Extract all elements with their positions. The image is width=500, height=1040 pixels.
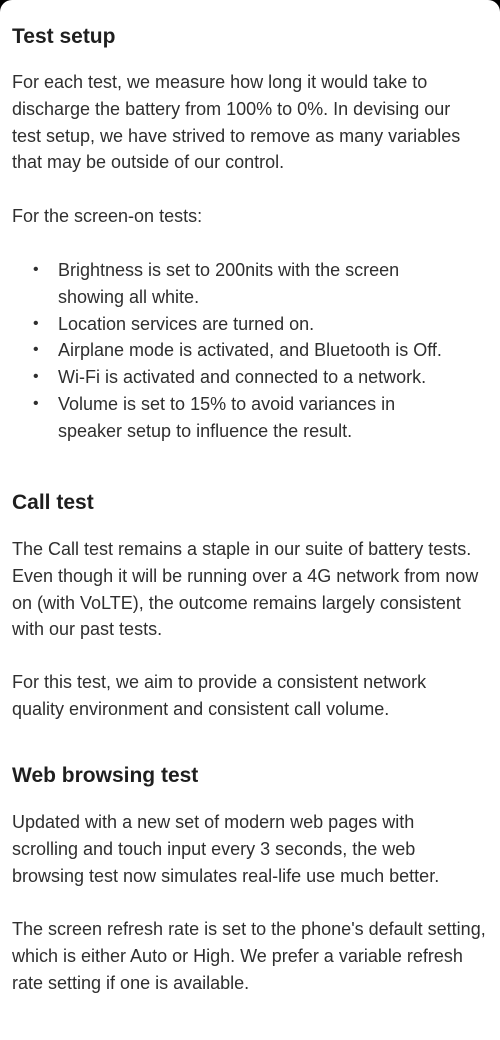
list-item-text: Volume is set to 15% to avoid variances in speaker setup to influence the result. (58, 393, 396, 441)
bullet-icon: • (33, 261, 39, 278)
list-item (12, 257, 458, 311)
bullet-icon: • (33, 368, 39, 386)
bullet-icon: • (33, 314, 39, 332)
test-setup-paragraph: For each test, we measure how long it would take to discharge the battery from 100% to 0%. In devising our test setup, we have strived to remove as many variables that may be outside of our control. (12, 72, 461, 173)
web-browsing-paragraph: Updated with a new set of modern web pages with scrolling and touch input every 3 seconds, the web browsing test now simulates real-life use much better. (12, 812, 440, 886)
section-heading-test-setup: Test setup (12, 25, 116, 48)
list-item (12, 364, 498, 391)
section-heading-call-test: Call test (12, 491, 94, 514)
call-test-aim-paragraph: For this test, we aim to provide a consistent network quality environment and consistent call volume. (12, 672, 427, 719)
bullet-icon: • (33, 394, 39, 412)
section-heading-web-browsing-test: Web browsing test (12, 764, 199, 787)
list-item-text: Airplane mode is activated, and Bluetooth is Off. (58, 340, 442, 361)
screen-on-settings-list (12, 257, 498, 445)
bullet-icon: • (33, 341, 39, 359)
list-item-text: Location services are turned on. (58, 313, 315, 334)
screen-on-tests-intro: For the screen-on tests: (12, 206, 203, 226)
list-item (12, 311, 458, 338)
call-test-paragraph: The Call test remains a staple in our suite of battery tests. Even though it will be running over a 4G network from now on (with VoLTE), the outcome remains largely consistent with our past tests. (12, 539, 479, 640)
list-item-text: Wi-Fi is activated and connected to a network. (58, 367, 427, 388)
list-item (12, 337, 498, 364)
list-item (12, 391, 458, 445)
list-item-text: Brightness is set to 200nits with the screen showing all white. (58, 260, 400, 307)
refresh-rate-paragraph: The screen refresh rate is set to the phone's default setting, which is either Auto or High. We prefer a variable refresh rate setting if one is available. (12, 919, 486, 993)
